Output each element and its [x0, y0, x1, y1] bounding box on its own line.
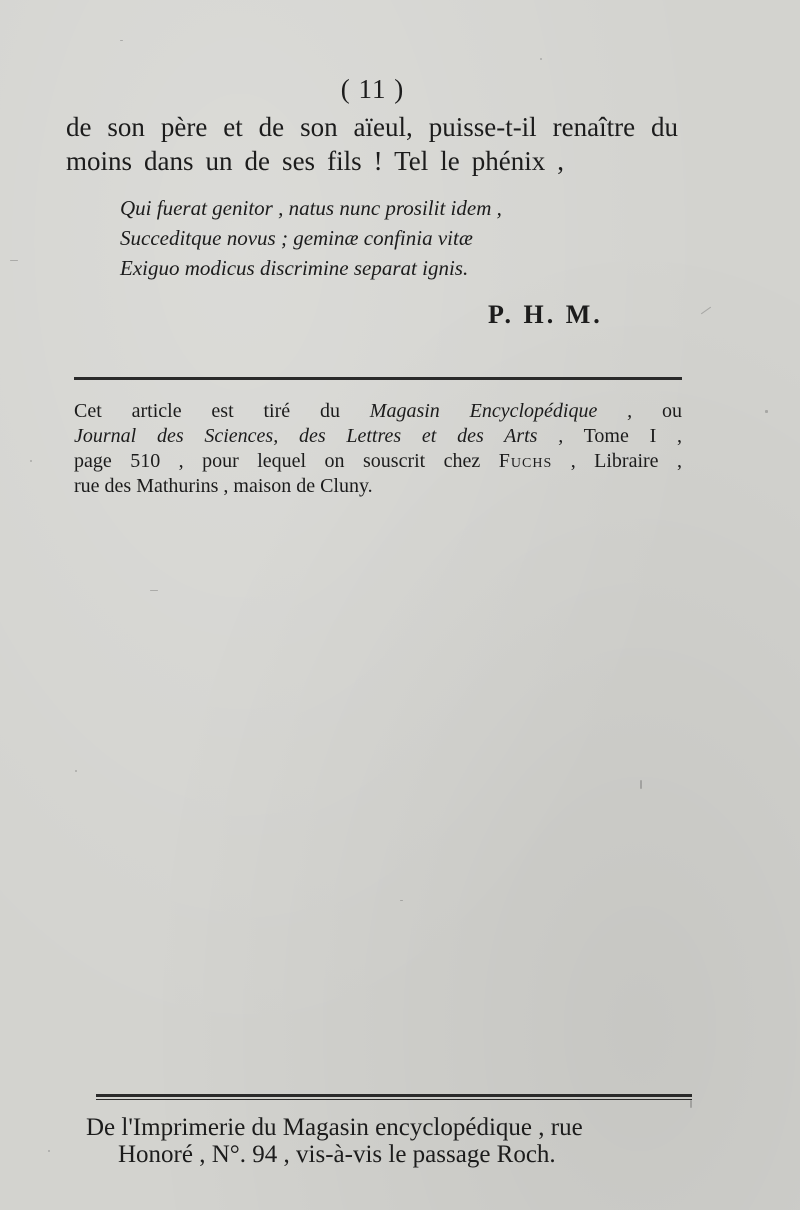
note-line	[74, 400, 682, 423]
prose-line: de son père et de son aïeul, puisse-t-il renaître du	[66, 112, 678, 142]
paper-speck	[701, 307, 711, 315]
note-text: ou	[662, 400, 683, 422]
paper-speck	[540, 58, 542, 60]
note-text: Cet article est tiré du	[74, 400, 340, 422]
journal-subtitle: Journal des Sciences, des Lettres et des Arts ,	[74, 425, 564, 447]
divider-rule	[74, 377, 682, 380]
paper-speck	[765, 410, 768, 413]
note-text: , Libraire ,	[570, 450, 682, 472]
imprint-line: De l'Imprimerie du Magasin encyclopédique , rue	[86, 1114, 583, 1141]
paper-speck	[400, 900, 403, 901]
paper-speck	[75, 770, 77, 772]
prose-line: moins dans un de ses fils ! Tel le phénix ,	[66, 146, 564, 176]
imprint-line: Honoré , N°. 94 , vis-à-vis le passage Roch.	[118, 1141, 556, 1168]
paper-speck	[690, 1100, 692, 1108]
paper-speck	[120, 40, 123, 41]
imprint-rule	[96, 1094, 692, 1100]
paper-speck	[10, 260, 18, 261]
note-text: Tome I ,	[583, 425, 683, 447]
note-line	[74, 425, 682, 448]
journal-title: Magasin Encyclopédique ,	[369, 400, 633, 422]
publisher-name: Fuchs	[498, 450, 553, 472]
note-line: rue des Mathurins , maison de Cluny.	[74, 475, 373, 497]
verse-line: Qui fuerat genitor , natus nunc prosilit idem ,	[120, 196, 502, 220]
paper-speck	[640, 780, 642, 789]
paper-speck	[30, 460, 32, 462]
note-text: page 510 , pour lequel on souscrit chez	[74, 450, 481, 472]
verse-line: Succeditque novus ; geminæ confinia vitæ	[120, 226, 473, 250]
page-number: ( 11 )	[340, 74, 405, 104]
verse-line: Exiguo modicus discrimine separat ignis.	[120, 256, 469, 280]
paper-speck	[150, 590, 158, 591]
paper-speck	[48, 1150, 50, 1152]
note-line	[74, 450, 682, 473]
author-initials: P. H. M.	[488, 300, 603, 329]
